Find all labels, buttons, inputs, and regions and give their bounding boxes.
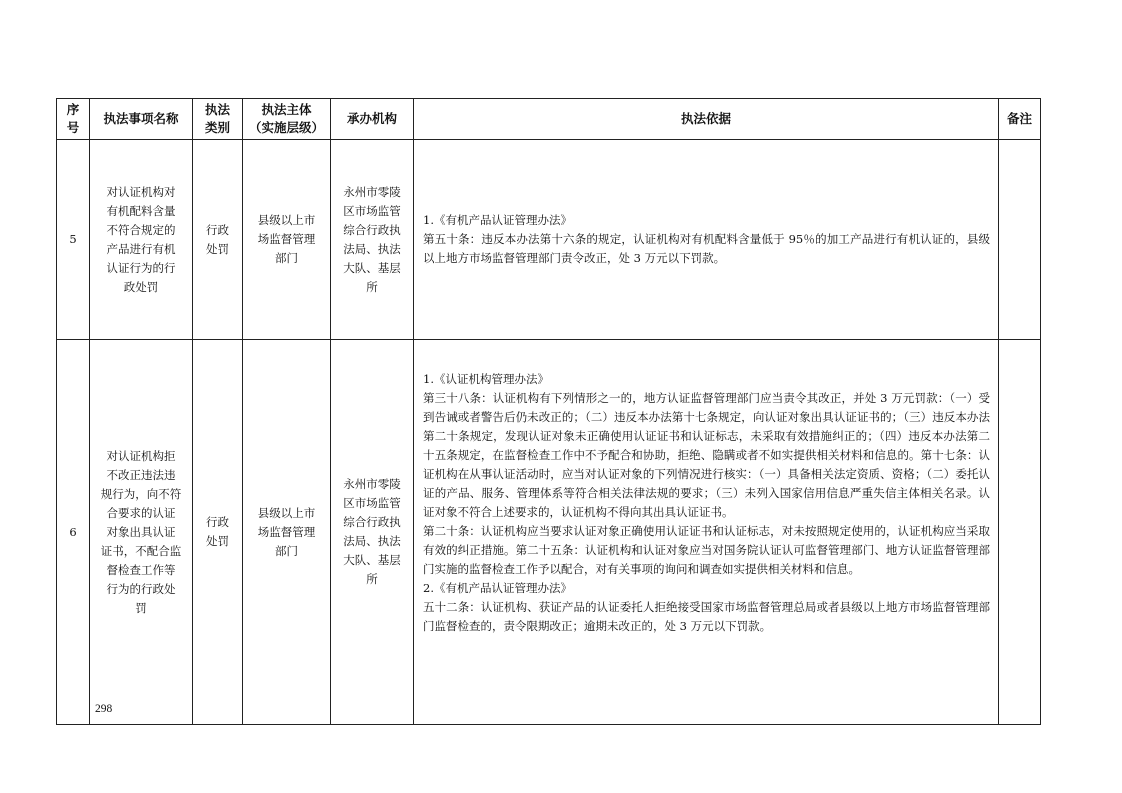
- header-basis: 执法依据: [414, 99, 999, 140]
- basis-paragraph: 第三十八条：认证机构有下列情形之一的，地方认证监督管理部门应当责令其改正，并处 3 万元罚款：（一）受到告诫或者警告后仍未改正的；（二）违反本办法第十七条规定，向认证对象出具认证证书的；（三）违反本办法第二十条规定，发现认证对象未正确使用认证证书和认证标志，未采取有效措施纠正的；（四）违反本办法第二十五条规定，在监督检查工作中不予配合和协助，拒绝、隐瞒或者不如实提供相关材料和信息的。第十七条：认证机构在从事认证活动时，应当对认证对象的下列情况进行核实：（一）具备相关法定资质、资格；（二）委托认证的产品、服务、管理体系等符合相关法律法规的要求；（三）未列入国家信用信息严重失信主体相关名录。认证对象不符合上述要求的，认证机构不得向其出具认证证书。: [423, 391, 990, 519]
- cell-agency: 永州市零陵 区市场监管 综合行政执 法局、执法 大队、基层 所: [331, 140, 414, 340]
- table-row: [57, 140, 1041, 340]
- header-subject: 执法主体 （实施层级）: [243, 99, 331, 140]
- cell-subject: 县级以上市 场监督管理 部门: [243, 140, 331, 340]
- basis-paragraph: 1.《有机产品认证管理办法》: [423, 213, 572, 227]
- cell-remarks: [999, 140, 1041, 340]
- cell-remarks: [999, 340, 1041, 725]
- cell-category: 行政 处罚: [193, 340, 243, 725]
- cell-seq: 6: [57, 340, 90, 725]
- basis-paragraph: 2.《有机产品认证管理办法》: [423, 581, 572, 595]
- basis-paragraph: 1.《认证机构管理办法》: [423, 372, 549, 386]
- cell-seq: 5: [57, 140, 90, 340]
- basis-paragraph: 五十二条：认证机构、获证产品的认证委托人拒绝接受国家市场监督管理总局或者县级以上地方市场监督管理部门监督检查的，责令限期改正；逾期未改正的，处 3 万元以下罚款。: [423, 600, 990, 633]
- table-row: [57, 340, 1041, 725]
- basis-paragraph: 第五十条：违反本办法第十六条的规定，认证机构对有机配料含量低于 95％的加工产品进行有机认证的，县级以上地方市场监督管理部门责令改正，处 3 万元以下罚款。: [423, 232, 990, 265]
- header-row: [57, 99, 1041, 140]
- header-seq: 序 号: [57, 99, 90, 140]
- cell-basis: [414, 140, 999, 340]
- basis-paragraph: 第二十条：认证机构应当要求认证对象正确使用认证证书和认证标志，对未按照规定使用的，认证机构应当采取有效的纠正措施。第二十五条：认证机构和认证对象应当对国务院认证认可监督管理部门、地方认证监督管理部门实施的监督检查工作予以配合，对有关事项的询问和调查如实提供相关材料和信息。: [423, 524, 990, 576]
- cell-item-name: 对认证机构拒 不改正违法违 规行为，向不符 合要求的认证 对象出具认证 证书，不配合监 督检查工作等 行为的行政处 罚: [90, 340, 193, 725]
- header-remarks: 备注: [999, 99, 1041, 140]
- enforcement-table: [56, 98, 1041, 725]
- page-number: 298: [95, 703, 113, 715]
- header-category: 执法 类别: [193, 99, 243, 140]
- cell-item-name: 对认证机构对 有机配料含量 不符合规定的 产品进行有机 认证行为的行 政处罚: [90, 140, 193, 340]
- cell-category: 行政 处罚: [193, 140, 243, 340]
- header-agency: 承办机构: [331, 99, 414, 140]
- cell-subject: 县级以上市 场监督管理 部门: [243, 340, 331, 725]
- cell-agency: 永州市零陵 区市场监管 综合行政执 法局、执法 大队、基层 所: [331, 340, 414, 725]
- cell-basis: [414, 340, 999, 725]
- header-item-name: 执法事项名称: [90, 99, 193, 140]
